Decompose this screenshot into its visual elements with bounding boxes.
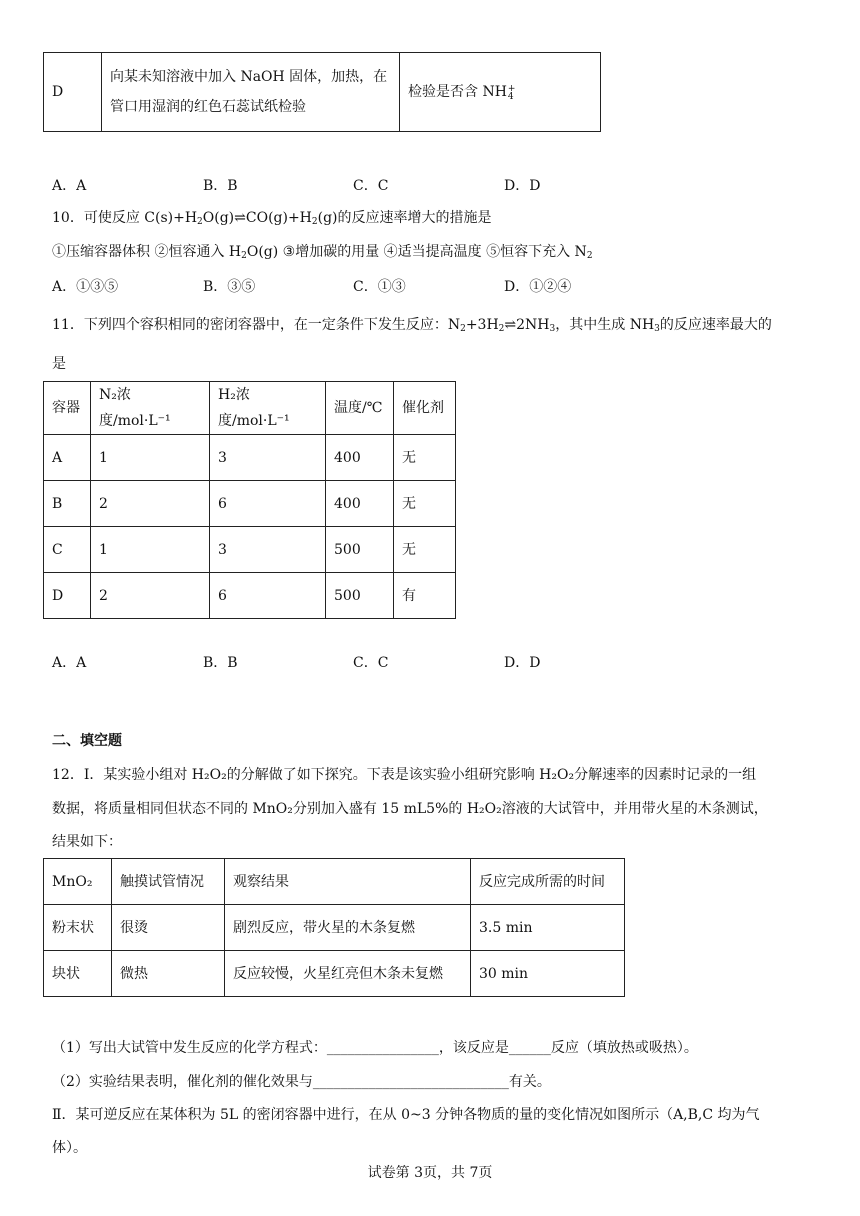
row-label: D <box>44 53 102 132</box>
q12-line2: 数据，将质量相同但状态不同的 MnO₂分别加入盛有 15 mL5%的 H₂O₂溶液的大试管中，并用带火星的木条测试， <box>52 801 768 817</box>
option-b: B．B <box>203 655 238 671</box>
table-row: 块状 微热 反应较慢，火星红亮但木条未复燃 30 min <box>44 951 625 997</box>
table-row: A 1 3 400 无 <box>44 435 456 481</box>
q11-stem: 11．下列四个容积相同的密闭容器中，在一定条件下发生反应：$N_2+3H_2\rightleftharpoons 2NH_3$，其中生成 $NH_3$的反应速率最大的 <box>52 317 772 334</box>
q12-line3: 结果如下： <box>52 834 122 850</box>
page-footer: 试卷第 3页，共 7页 <box>367 1165 493 1181</box>
option-a: A．A <box>52 655 87 671</box>
option-a: A．①③⑤ <box>52 279 119 295</box>
q12-sub2: （2）实验结果表明，催化剂的催化效果与____________________________有关。 <box>52 1074 551 1090</box>
q12-table <box>43 858 625 997</box>
q12-sub1: （1）写出大试管中发生反应的化学方程式：________________，该反应是______反应（填放热或吸热）。 <box>52 1040 698 1056</box>
option-b: B．③⑤ <box>203 279 256 295</box>
option-b: B．B <box>203 178 238 194</box>
option-d: D．①②④ <box>504 279 572 295</box>
option-d: D．D <box>504 178 541 194</box>
q12-line1: 12．Ⅰ．某实验小组对 H₂O₂的分解做了如下探究。下表是该实验小组研究影响 H₂O₂分解速率的因素时记录的一组 <box>52 767 757 783</box>
q10-stem: 10．可使反应 $C(s)+H_2O(g)\rightleftharpoons CO(g)+H_2(g)$的反应速率增大的措施是 <box>52 210 492 227</box>
option-d: D．D <box>504 655 541 671</box>
operation-cell: 向某未知溶液中加入 NaOH 固体，加热，在管口用湿润的红色石蕊试纸检验 <box>102 53 400 132</box>
q11-stem-line2: 是 <box>52 356 66 372</box>
q12-part2-line1: Ⅱ．某可逆反应在某体积为 5L 的密闭容器中进行，在从 0~3 分钟各物质的量的变化情况如图所示（A,B,C 均为气 <box>52 1107 760 1123</box>
option-a: A．A <box>52 178 87 194</box>
q10-measures: ①压缩容器体积 ②恒容通入 $H_2O(g)$ ③增加碳的用量 ④适当提高温度 ⑤恒容下充入 $N_2$ <box>52 244 593 261</box>
table-header-row: 容器 N₂浓度/mol·L⁻¹ H₂浓度/mol·L⁻¹ 温度/℃ 催化剂 <box>44 382 456 435</box>
option-c: C．①③ <box>353 279 406 295</box>
option-c: C．C <box>353 655 389 671</box>
q12-part2-line2: 体）。 <box>52 1140 87 1156</box>
table-row: B 2 6 400 无 <box>44 481 456 527</box>
q9-table-row-d <box>43 52 601 132</box>
table-header-row: MnO₂ 触摸试管情况 观察结果 反应完成所需的时间 <box>44 859 625 905</box>
purpose-cell: 检验是否含 NH + 4 <box>400 53 601 132</box>
table-row: D 2 6 500 有 <box>44 573 456 619</box>
table-row: C 1 3 500 无 <box>44 527 456 573</box>
section-title: 二、填空题 <box>52 733 122 749</box>
q11-table <box>43 381 456 619</box>
option-c: C．C <box>353 178 389 194</box>
table-row: 粉末状 很烫 剧烈反应，带火星的木条复燃 3.5 min <box>44 905 625 951</box>
